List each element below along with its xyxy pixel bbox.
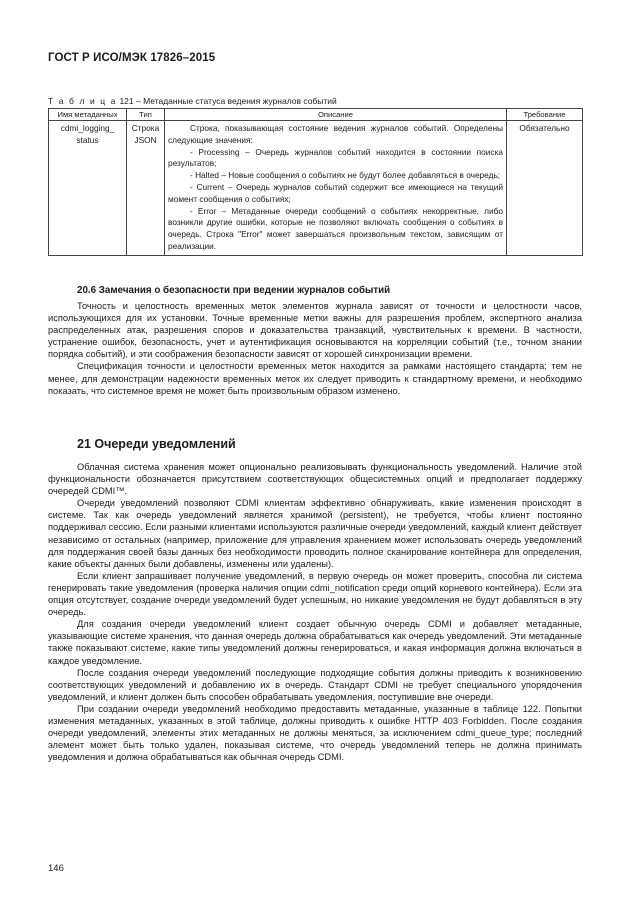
table-caption	[48, 96, 337, 106]
table-caption-prefix: Т а б л и ц а	[48, 96, 118, 106]
table-row	[49, 121, 583, 256]
cell-name: cdmi_logging_ status	[49, 121, 127, 256]
description-line: - Processing – Очередь журналов событий находится в состоянии поиска результатов;	[168, 146, 503, 169]
paragraph: Точность и целостность временных меток элементов журнала зависят от точности и целостности часов, использующихся для их установки. Точные временные метки важны для разрешения проблем, экспертного анализа распределенных атак, разрешения споров и доказательства транзакций, чувствительных к времени. В частности, устранение ошибок, безопасность, учет и аутентификация основываются на корреляции событий (т.е., точном знании порядка событий), и эти соображения безопасности зависят от хорошей синхронизации времени.	[48, 301, 582, 360]
document-header: ГОСТ Р ИСО/МЭК 17826–2015	[48, 52, 216, 64]
table-header-row	[49, 109, 583, 121]
paragraph: После создания очереди уведомлений последующие подходящие события должны приводить к возникновению соответствующих уведомлений и добавлению их в очередь. Стандарт CDMI не требует специального упорядочения уведомлений, и клиент должен быть способен обрабатывать уведомления, поступившие вне очереди.	[48, 667, 582, 702]
cell-type: Строка JSON	[127, 121, 165, 256]
section-title: 20.6 Замечания о безопасности при ведении журналов событий	[77, 285, 391, 296]
paragraph: Облачная система хранения может опционально реализовывать функциональность уведомлений. Наличие этой функциональности обозначается присутствием соответствующих общесистемных опций и предполагает поддержку очередей CDMI™.	[48, 462, 582, 497]
column-header-name: Имя метаданных	[49, 109, 127, 121]
column-header-type: Тип	[127, 109, 165, 121]
column-header-description: Описание	[165, 109, 507, 121]
description-line: - Halted – Новые сообщения о событиях не будут более добавляться в очередь;	[190, 170, 501, 181]
description-line: Строка, показывающая состояние ведения журналов событий. Определены следующие значения:	[168, 123, 503, 145]
metadata-table	[48, 108, 583, 256]
paragraph: Если клиент запрашивает получение уведомлений, в первую очередь он может проверить, способна ли система генерировать такие уведомления (проверка наличия опции cdmi_notification среди опций корневого контейнера). Если эта опция отсутствует, создание очереди уведомлений будет успешным, но никакие уведомления не будут добавляться в эту очередь.	[48, 570, 582, 618]
cell-requirement: Обязательно	[507, 121, 583, 256]
chapter-body	[48, 461, 582, 763]
page-number: 146	[48, 863, 64, 874]
description-line: - Current – Очередь журналов событий содержит все имеющиеся на текущий момент сообщения о событиях;	[168, 181, 503, 204]
chapter-title: 21 Очереди уведомлений	[77, 437, 236, 451]
paragraph: Спецификация точности и целостности временных меток находится за рамками настоящего стандарта; тем не менее, для демонстрации надежности временных меток их следует приводить к стандартному времени, и необходимо показать, что системное время не может быть произвольным образом изменено.	[48, 361, 582, 396]
paragraph: Очереди уведомлений позволяют CDMI клиентам эффективно обнаруживать, какие изменения происходят в системе. Так как очередь уведомлений является хранимой (persistent), не требуется, чтобы клиент постоянно поддерживал сессию. Если разными клиентами используются различные очереди уведомлений, каждый клиент действует независимо от остальных (например, приложение для управления хранением может использовать очередь уведомлений для поддержания своей базы данных без необходимости проводить полное сканирование контейнера для определения, какие объекты данных были добавлены, изменены или удалены).	[48, 498, 582, 569]
paragraph: Для создания очереди уведомлений клиент создает обычную очередь CDMI и добавляет метаданные, указывающие системе хранения, что данная очередь должна обрабатываться как очередь уведомлений. Эти метаданные также показывают системе, какие типы уведомлений должны генерироваться, и какая информация должна включаться в каждое уведомление.	[48, 619, 582, 666]
column-header-requirement: Требование	[507, 109, 583, 121]
paragraph: При создании очереди уведомлений необходимо предоставить метаданные, указанные в таблице 122. Попытки изменения метаданных, указанных в этой таблице, должны приводить к ошибке HTTP 403 Forbidden. После создания очереди уведомлений, элементы этих метаданных не должны меняться, за исключением cdmi_queue_type; последний элемент может быть только удален, показывая системе, что очередь уведомлений теперь не должна принимать уведомления и должна обрабатываться как обычная очередь CDMI.	[48, 703, 582, 763]
description-line: - Error – Метаданные очереди сообщений о событиях некорректные, либо возникли другие ошибки, которые не позволяют включать сообщения о событиях в очередь. Строка "Error" может завершаться произвольным текстом, зависящим от реализации.	[168, 205, 503, 251]
cell-description	[165, 121, 507, 256]
table-caption-text: 121 – Метаданные статуса ведения журналов событий	[119, 96, 337, 106]
section-body	[48, 300, 582, 397]
